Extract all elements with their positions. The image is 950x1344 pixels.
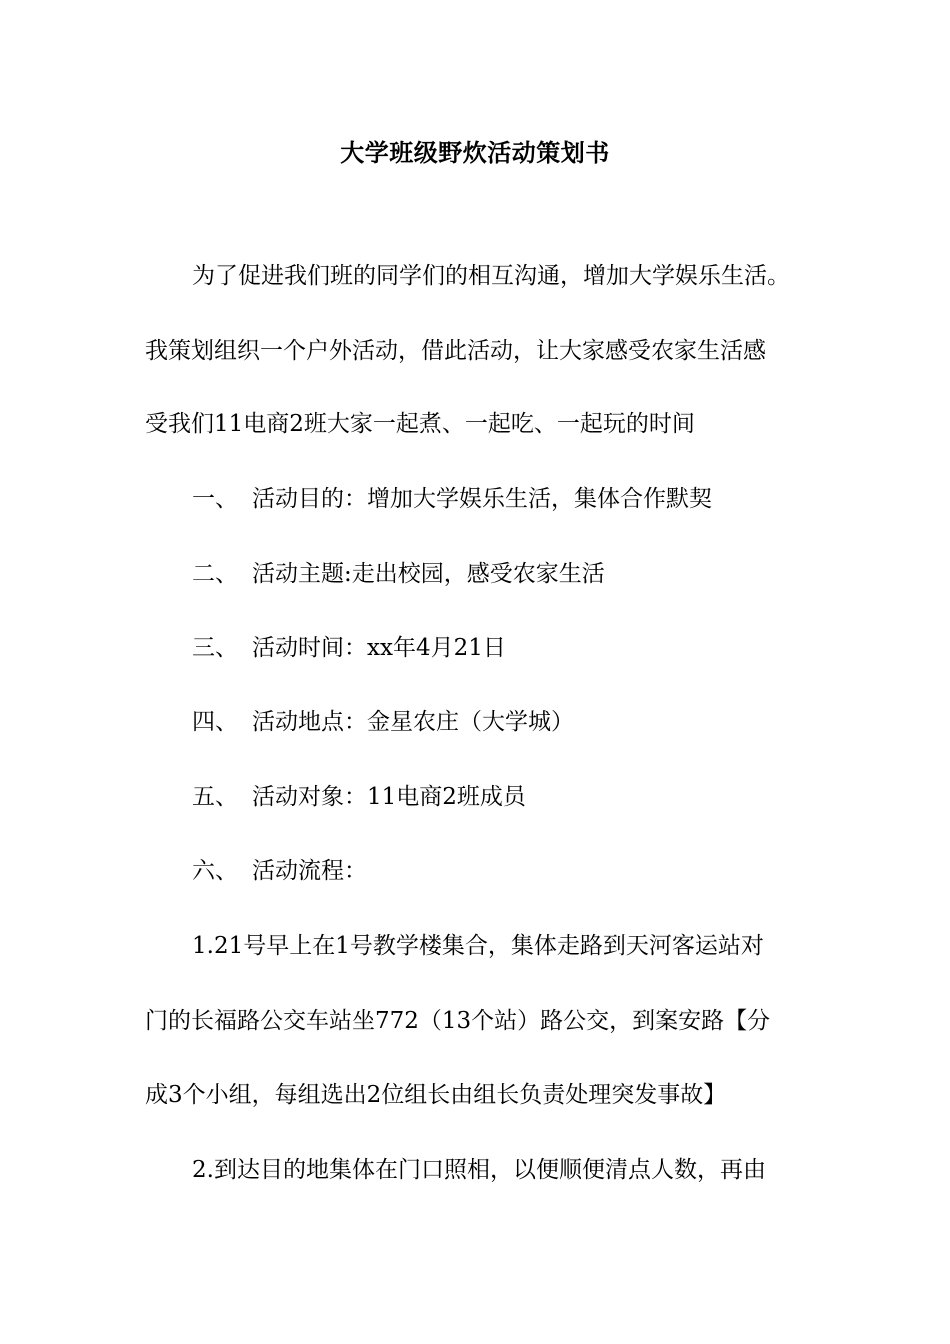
section-number: 一、	[192, 486, 238, 512]
intro-line-3: 受我们11电商2班大家一起煮、一起吃、一起玩的时间	[145, 411, 695, 437]
section-number: 六、	[192, 858, 238, 884]
section-item-3	[192, 628, 506, 668]
section-text: 活动地点：金星农庄（大学城）	[252, 709, 574, 735]
intro-line-1: 为了促进我们班的同学们的相互沟通，增加大学娱乐生活。	[192, 263, 790, 289]
intro-line-2: 我策划组织一个户外活动，借此活动，让大家感受农家生活感	[145, 338, 766, 364]
section-text: 活动主题:走出校园，感受农家生活	[252, 561, 605, 587]
section-item-2	[192, 554, 605, 594]
section-item-1	[192, 479, 712, 519]
section-item-6	[192, 851, 367, 891]
section-number: 二、	[192, 561, 238, 587]
section-number: 四、	[192, 709, 238, 735]
flow-line-2: 门的长福路公交车站坐772（13个站）路公交，到案安路【分	[145, 1008, 771, 1034]
section-text: 活动对象：11电商2班成员	[252, 784, 526, 810]
section-text: 活动流程：	[252, 858, 367, 884]
flow-line-3: 成3个小组，每组选出2位组长由组长负责处理突发事故】	[145, 1082, 727, 1108]
flow-line-4: 2.到达目的地集体在门口照相，以便顺便清点人数，再由	[192, 1157, 766, 1183]
section-number: 五、	[192, 784, 238, 810]
section-item-5	[192, 777, 526, 817]
section-number: 三、	[192, 635, 238, 661]
flow-line-1: 1.21号早上在1号教学楼集合，集体走路到天河客运站对	[192, 933, 764, 959]
document-title: 大学班级野炊活动策划书	[340, 138, 610, 167]
section-text: 活动目的：增加大学娱乐生活，集体合作默契	[252, 486, 712, 512]
section-item-4	[192, 702, 574, 742]
section-text: 活动时间：xx年4月21日	[252, 635, 506, 661]
